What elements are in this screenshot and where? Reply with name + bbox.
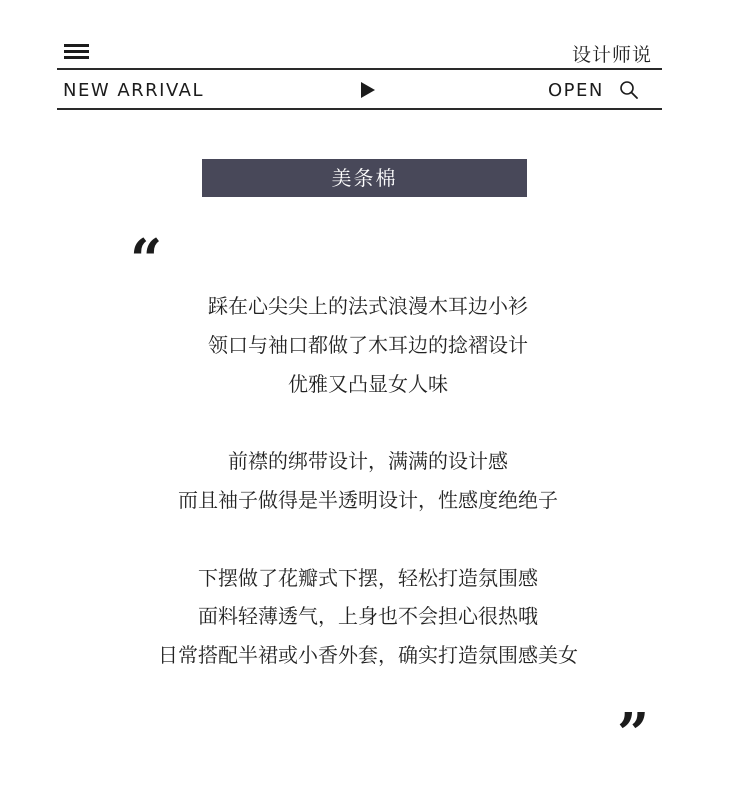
description-line: 领口与袖口都做了木耳边的捻褶设计 xyxy=(208,332,528,357)
description-line: 下摆做了花瓣式下摆，轻松打造氛围感 xyxy=(198,565,538,590)
close-quote-mark xyxy=(617,701,650,767)
search-icon[interactable] xyxy=(619,80,639,100)
paragraph xyxy=(0,442,736,520)
paragraph-gap xyxy=(0,520,736,559)
description-line: 踩在心尖尖上的法式浪漫木耳边小衫 xyxy=(208,294,528,318)
open-quote-mark xyxy=(130,227,163,293)
brand-label: 设计师说 xyxy=(571,44,652,66)
description-body xyxy=(0,287,736,675)
paragraph xyxy=(0,287,736,403)
paragraph xyxy=(0,559,736,675)
paragraph-gap xyxy=(0,403,736,442)
description-line: 面料轻薄透气，上身也不会担心很热哦 xyxy=(198,604,538,629)
play-icon[interactable] xyxy=(361,82,375,98)
header-divider-top xyxy=(57,68,662,70)
hamburger-icon[interactable] xyxy=(64,44,89,60)
close-quote-glyph: ” xyxy=(617,701,650,767)
description-line: 前襟的绑带设计，满满的设计感 xyxy=(228,449,508,474)
new-arrival-label[interactable]: NEW ARRIVAL xyxy=(63,80,204,101)
open-label[interactable]: OPEN xyxy=(548,80,604,101)
open-quote-glyph: “ xyxy=(130,227,163,293)
header-divider-bottom xyxy=(57,108,662,110)
description-line: 而且袖子做得是半透明设计，性感度绝绝子 xyxy=(178,487,558,512)
description-line: 日常搭配半裙或小香外套，确实打造氛围感美女 xyxy=(158,643,578,668)
header xyxy=(57,38,662,110)
description-line: 优雅又凸显女人味 xyxy=(288,371,448,396)
section-title: 美条棉 xyxy=(202,159,527,197)
